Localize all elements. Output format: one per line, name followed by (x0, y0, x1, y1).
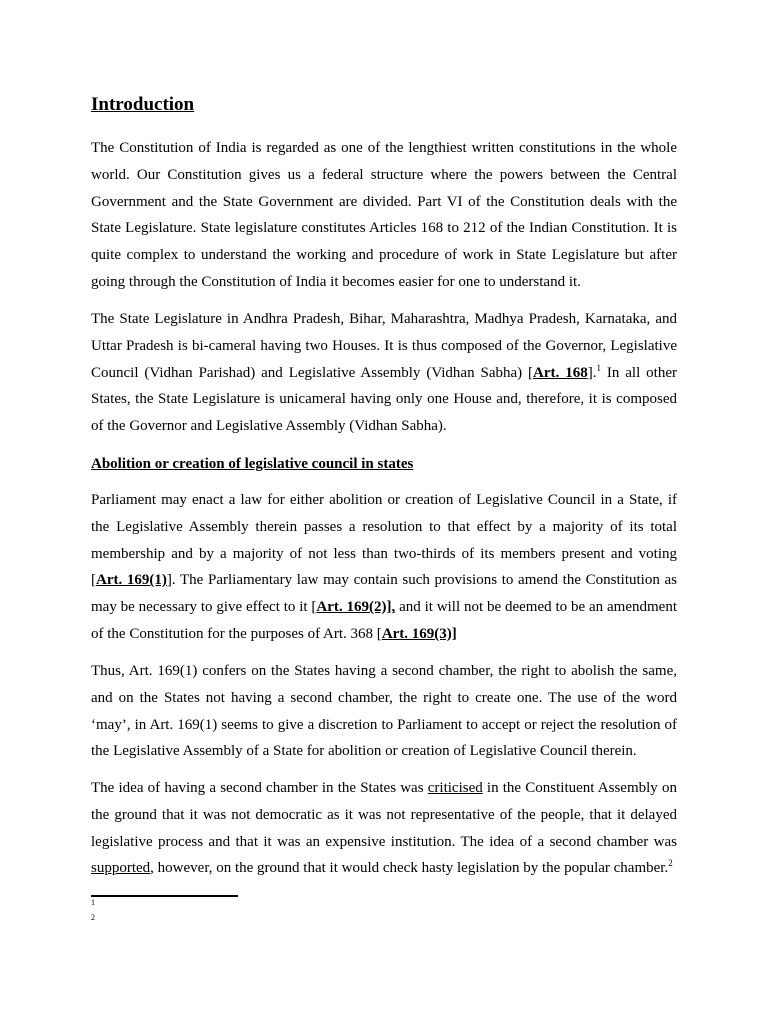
text-run: in the Constituent Assembly on the ground that it was not democratic as it was not representative of the people, that it delayed legislative process and that it was an expensive institution. The idea of a second chamber was (91, 780, 677, 850)
text-run: The State Legislature in Andhra Pradesh, Bihar, Maharashtra, Madhya Pradesh, Karnataka, and Uttar Pradesh is bi-cameral having two Houses. It is thus composed of the Governor, Legislative Council (Vidhan Parishad) and Legislative Assembly (Vidhan Sabha) [ (91, 311, 677, 381)
text-run: Parliament may enact a law for either abolition or creation of Legislative Council in a State, if the Legislative Assembly therein passes a resolution to that effect by a majority of its total membership and by a majority of not less than two-thirds of its members present and voting [ (91, 492, 677, 589)
article-reference: Art. 169(3)] (381, 625, 457, 642)
paragraph-abolition (91, 487, 677, 648)
underlined-term: supported (91, 860, 151, 877)
text-run: ]. (587, 364, 597, 381)
paragraph-second-chamber (91, 775, 677, 882)
text-run: , however, on the ground that it would check hasty legislation by the popular chamber. (150, 860, 669, 877)
underlined-term: criticised (427, 780, 483, 796)
footnote-marker[interactable]: 2 (668, 858, 673, 869)
paragraph-intro: The Constitution of India is regarded as one of the lengthiest written constitutions in the whole world. Our Constitution gives us a federal structure where the powers between the Central Government and the State Government are divided. Part VI of the Constitution deals with the State Legislature. State legislature constitutes Articles 168 to 212 of the Indian Constitution. It is quite complex to understand the working and procedure of work in State Legislature but after going through the Constitution of India it becomes easier for one to understand it. (91, 140, 677, 290)
text-run: The idea of having a second chamber in the States was (91, 780, 428, 796)
section-heading: Abolition or creation of legislative council in states (91, 456, 414, 472)
article-reference: Art. 169(1) (96, 572, 167, 589)
footnote-separator (91, 895, 238, 897)
paragraph-bicameral (91, 306, 677, 440)
footnote-marker[interactable]: 1 (596, 362, 601, 373)
page-title: Introduction (91, 94, 195, 115)
text-run: ]. The Parliamentary law may contain such provisions to amend the Constitution as may be necessary to give effect to it [ (91, 572, 677, 616)
text-run: In all other States, the State Legislature is unicameral having only one House and, therefore, it is composed of the Governor and Legislative Assembly (Vidhan Sabha). (91, 364, 677, 435)
article-reference: Art. 168 (533, 364, 588, 381)
footnote-number: 2 (91, 913, 95, 922)
text-run: and it will not be deemed to be an amendment of the Constitution for the purposes of Art. 368 [ (91, 599, 677, 642)
footnote-number: 1 (91, 898, 95, 907)
paragraph-discretion: Thus, Art. 169(1) confers on the States having a second chamber, the right to abolish the same, and on the States not having a second chamber, the right to create one. The use of the word ‘may’, in Art. 169(1) seems to give a discretion to Parliament to accept or reject the resolution of the Legislative Assembly of a State for abolition or creation of Legislative Council therein. (91, 663, 677, 760)
article-reference: Art. 169(2)], (316, 599, 396, 616)
